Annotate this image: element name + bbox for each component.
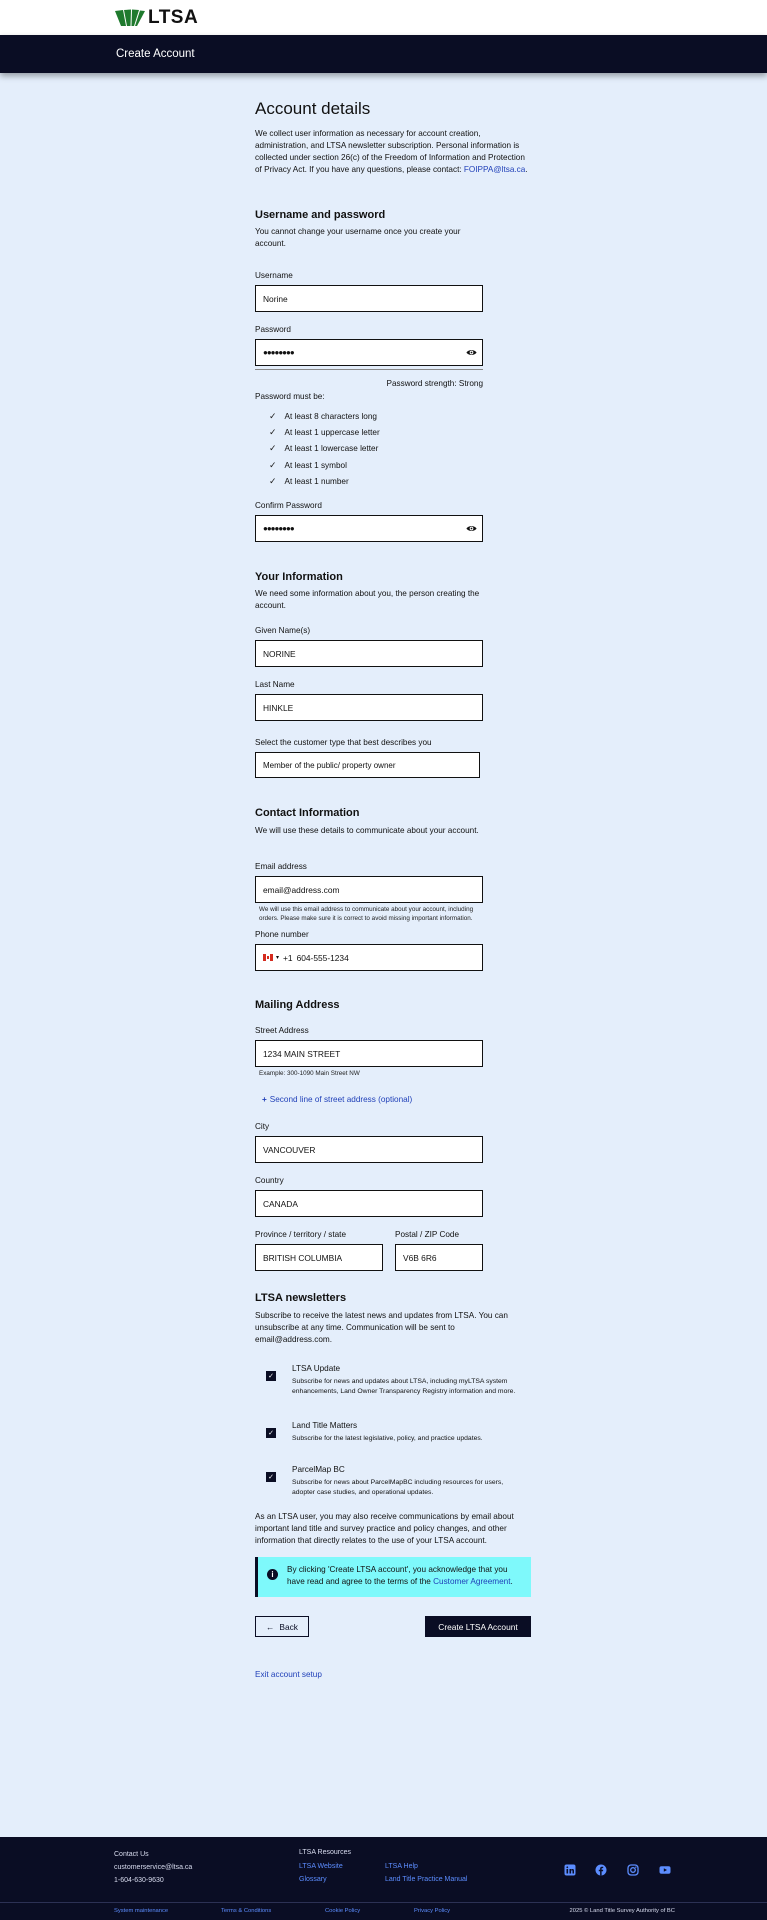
- footer-contact-email[interactable]: customerservice@ltsa.ca: [114, 1864, 193, 1871]
- username-input[interactable]: [255, 285, 483, 312]
- check-icon: ✓: [269, 476, 277, 486]
- confirm-password-value: ●●●●●●●●: [263, 524, 294, 533]
- province-value: BRITISH COLUMBIA: [263, 1252, 343, 1263]
- add-second-address-line[interactable]: [262, 1095, 412, 1104]
- footer-link-ltsa-help[interactable]: LTSA Help: [385, 1863, 418, 1870]
- show-confirm-password-eye-icon[interactable]: [466, 523, 477, 534]
- logo-text: LTSA: [148, 7, 199, 28]
- footer-contact-phone: 1-604-630-9630: [114, 1877, 164, 1884]
- parcelmap-bc-checkbox[interactable]: [266, 1472, 276, 1482]
- newsletters-heading: LTSA newsletters: [255, 1292, 347, 1304]
- land-title-matters-desc: Subscribe for the latest legislative, policy, and practice updates.: [292, 1435, 483, 1442]
- check-icon: ✓: [269, 443, 277, 453]
- email-hint: We will use this email address to communicate about your account, including orders. Please make sure it is correct to avoid missing important information.: [259, 906, 474, 922]
- site-footer: [0, 1837, 767, 1920]
- account-intro-text: We collect user information as necessary for account creation, administration, and LTSA newsletter subscription. Personal information is collected under section 26(c) of the Freedom of Information and Protection of Privacy Act. If you have any questions, please contact:: [255, 129, 525, 174]
- foippa-email-link[interactable]: FOIPPA@ltsa.ca: [463, 165, 526, 174]
- password-rule-text: At least 8 characters long: [284, 412, 377, 421]
- password-rule-text: At least 1 number: [284, 477, 349, 486]
- phone-country-code: +1: [283, 952, 293, 963]
- checkmark-icon: ✓: [268, 1474, 274, 1481]
- agreement-suffix: .: [510, 1577, 513, 1586]
- arrow-left-icon: ←: [266, 1621, 275, 1632]
- confirm-password-label: Confirm Password: [255, 501, 322, 510]
- password-strength: Password strength: Strong: [386, 379, 483, 388]
- page-title: Create Account: [116, 48, 195, 60]
- account-intro: [255, 128, 531, 176]
- footer-link-cookie-policy[interactable]: Cookie Policy: [325, 1908, 361, 1914]
- agreement-notice: [255, 1557, 531, 1597]
- footer-link-system-maintenance[interactable]: System maintenance: [114, 1908, 169, 1914]
- newsletters-footer-note: As an LTSA user, you may also receive communications by email about important land title and survey practice and policy changes, and other information that directly relates to the use of your LTSA account.: [255, 1512, 514, 1545]
- checkmark-icon: ✓: [268, 1373, 274, 1380]
- username-note: You cannot change your username once you create your account.: [255, 227, 461, 248]
- customer-agreement-link[interactable]: Customer Agreement: [433, 1577, 511, 1586]
- city-label: City: [255, 1122, 270, 1131]
- parcelmap-bc-title: ParcelMap BC: [292, 1465, 345, 1474]
- footer-resources-title: LTSA Resources: [299, 1849, 352, 1856]
- phone-label: Phone number: [255, 930, 309, 939]
- footer-copyright: 2025 © Land Title Survey Authority of BC: [569, 1908, 675, 1914]
- password-rules-title: Password must be:: [255, 392, 325, 401]
- postal-code-value: V6B 6R6: [403, 1252, 437, 1263]
- phone-value: 604-555-1234: [296, 952, 349, 963]
- last-name-label: Last Name: [255, 680, 295, 689]
- contact-information-heading: Contact Information: [255, 807, 360, 819]
- account-details-heading: Account details: [255, 99, 371, 118]
- given-name-input[interactable]: [255, 640, 483, 667]
- instagram-icon[interactable]: [627, 1864, 639, 1876]
- email-input[interactable]: [255, 876, 483, 903]
- info-icon: i: [267, 1569, 278, 1580]
- customer-type-label: Select the customer type that best describes you: [255, 738, 432, 747]
- phone-input[interactable]: [255, 944, 483, 971]
- add-second-address-line-text: Second line of street address (optional): [269, 1095, 413, 1104]
- facebook-icon[interactable]: [595, 1864, 607, 1876]
- given-name-label: Given Name(s): [255, 626, 311, 635]
- plus-icon: +: [262, 1095, 267, 1104]
- password-rule: [269, 460, 347, 471]
- city-input[interactable]: [255, 1136, 483, 1163]
- password-rule: [269, 476, 349, 487]
- username-password-heading: Username and password: [255, 209, 386, 221]
- agreement-text: [287, 1564, 527, 1588]
- ltsa-update-checkbox[interactable]: [266, 1371, 276, 1381]
- password-rule-text: At least 1 lowercase letter: [284, 444, 379, 453]
- country-dropdown-chevron-icon[interactable]: ▾: [276, 955, 280, 961]
- given-name-value: NORINE: [263, 648, 296, 659]
- password-value: ●●●●●●●●: [263, 348, 294, 357]
- footer-link-privacy-policy[interactable]: Privacy Policy: [414, 1908, 451, 1914]
- exit-account-setup-link[interactable]: Exit account setup: [255, 1670, 322, 1679]
- street-address-label: Street Address: [255, 1026, 309, 1035]
- province-input[interactable]: [255, 1244, 383, 1271]
- password-rule: [269, 411, 377, 422]
- email-value: email@address.com: [263, 884, 340, 895]
- create-account-button[interactable]: Create LTSA Account: [425, 1616, 531, 1637]
- street-address-value: 1234 MAIN STREET: [263, 1048, 341, 1059]
- footer-link-ltsa-website[interactable]: LTSA Website: [299, 1863, 343, 1870]
- newsletters-intro: Subscribe to receive the latest news and updates from LTSA. You can unsubscribe at any time. Communication will be sent to email@address.com.: [255, 1311, 508, 1344]
- account-intro-suffix: .: [525, 165, 528, 174]
- customer-type-value: Member of the public/ property owner: [263, 760, 396, 770]
- back-button-label: Back: [279, 1621, 298, 1632]
- confirm-password-input[interactable]: [255, 515, 483, 542]
- canada-flag-icon[interactable]: [263, 954, 273, 961]
- city-value: VANCOUVER: [263, 1144, 316, 1155]
- country-input[interactable]: [255, 1190, 483, 1217]
- show-password-eye-icon[interactable]: [466, 347, 477, 358]
- ltsa-update-title: LTSA Update: [292, 1364, 341, 1373]
- footer-link-terms[interactable]: Terms & Conditions: [221, 1908, 272, 1914]
- your-information-note: We need some information about you, the person creating the account.: [255, 589, 480, 610]
- youtube-icon[interactable]: [659, 1864, 671, 1876]
- country-label: Country: [255, 1176, 284, 1185]
- your-information-heading: Your Information: [255, 571, 343, 583]
- back-button[interactable]: [255, 1616, 309, 1637]
- footer-link-practice-manual[interactable]: Land Title Practice Manual: [385, 1876, 468, 1883]
- password-strength-bar: [255, 369, 483, 370]
- password-label: Password: [255, 325, 291, 334]
- last-name-value: HINKLE: [263, 702, 294, 713]
- footer-divider: [0, 1902, 767, 1903]
- email-label: Email address: [255, 862, 307, 871]
- ltsa-logo-icon: [115, 9, 145, 27]
- ltsa-update-desc: Subscribe for news and updates about LTSA, including myLTSA system enhancements, Land Owner Transparency Registry information and more.: [292, 1378, 516, 1395]
- land-title-matters-checkbox[interactable]: [266, 1428, 276, 1438]
- customer-type-select[interactable]: [255, 752, 480, 778]
- password-rule-text: At least 1 symbol: [284, 461, 347, 470]
- checkmark-icon: ✓: [268, 1430, 274, 1437]
- agreement-body: By clicking 'Create LTSA account', you acknowledge that you have read and agree to the terms of the: [287, 1565, 508, 1586]
- password-rule-text: At least 1 uppercase letter: [284, 428, 380, 437]
- username-label: Username: [255, 271, 293, 280]
- footer-link-glossary[interactable]: Glossary: [299, 1876, 327, 1883]
- check-icon: ✓: [269, 411, 277, 421]
- street-address-input[interactable]: [255, 1040, 483, 1067]
- country-value: CANADA: [263, 1198, 298, 1209]
- password-rule: [269, 443, 378, 454]
- password-input[interactable]: [255, 339, 483, 366]
- ltsa-logo[interactable]: [115, 7, 198, 29]
- page-header: [0, 35, 767, 73]
- last-name-input[interactable]: [255, 694, 483, 721]
- street-address-hint: Example: 300-1090 Main Street NW: [259, 1070, 360, 1077]
- postal-code-label: Postal / ZIP Code: [395, 1230, 460, 1239]
- parcelmap-bc-desc: Subscribe for news about ParcelMapBC including resources for users, adopter case studies, and operational updates.: [292, 1479, 504, 1496]
- province-label: Province / territory / state: [255, 1230, 347, 1239]
- check-icon: ✓: [269, 460, 277, 470]
- check-icon: ✓: [269, 427, 277, 437]
- footer-contact-title: Contact Us: [114, 1851, 149, 1858]
- password-rule: [269, 427, 380, 438]
- top-bar: [0, 0, 767, 35]
- postal-code-input[interactable]: [395, 1244, 483, 1271]
- username-value: Norine: [263, 293, 288, 304]
- land-title-matters-title: Land Title Matters: [292, 1421, 358, 1430]
- contact-information-note: We will use these details to communicate about your account.: [255, 826, 479, 835]
- mailing-address-heading: Mailing Address: [255, 999, 340, 1011]
- linkedin-icon[interactable]: [564, 1864, 576, 1876]
